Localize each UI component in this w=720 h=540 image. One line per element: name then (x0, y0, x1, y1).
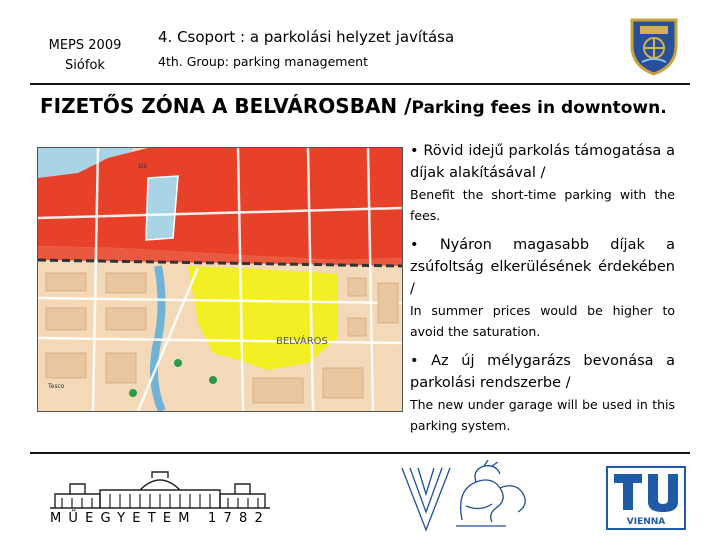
downtown-parking-map (37, 147, 403, 412)
map-label: Sió (138, 163, 148, 170)
org-label (30, 36, 140, 76)
city-crest-logo (628, 16, 680, 76)
org-line-2: Siófok (65, 58, 105, 73)
bullet-text-en: In summer prices would be higher to avoid the saturation. (410, 303, 675, 339)
bullet-item (410, 140, 675, 226)
tu-wordmark: VIENNA (626, 517, 666, 527)
org-line-1: MEPS 2009 (48, 38, 122, 53)
bullet-item (410, 234, 675, 342)
group-title-en: 4th. Group: parking management (158, 54, 368, 69)
bullet-text-hu: • Rövid idejű parkolás támogatása a díjak alakításával / (410, 143, 675, 181)
heading-hu: FIZETŐS ZÓNA A BELVÁROSBAN / (40, 94, 412, 118)
bullet-text-hu: • Nyáron magasabb díjak a zsúfoltság elkerülésének érdekében / (410, 237, 675, 297)
ctu-lion-logo (396, 460, 540, 536)
bme-wordmark: MŰEGYETEM 1782 (50, 511, 270, 526)
bullet-text-hu: • Az új mélygarázs bevonása a parkolási rendszerbe / (410, 353, 675, 391)
bullet-text-en: Benefit the short-time parking with the fees. (410, 187, 675, 223)
header-divider (30, 83, 690, 85)
map-label: Tesco (48, 383, 65, 390)
map-district-label: BELVÁROS (276, 336, 328, 347)
bullet-text-en: The new under garage will be used in this parking system. (410, 397, 675, 433)
bullet-item (410, 350, 675, 436)
map-image (38, 148, 402, 411)
footer-divider (30, 452, 690, 454)
heading-en: Parking fees in downtown. (411, 98, 667, 118)
group-title-hu: 4. Csoport : a parkolási helyzet javítása (158, 28, 455, 46)
tu-vienna-logo (606, 466, 686, 530)
slide-heading (40, 94, 700, 118)
bullet-list (410, 140, 675, 444)
